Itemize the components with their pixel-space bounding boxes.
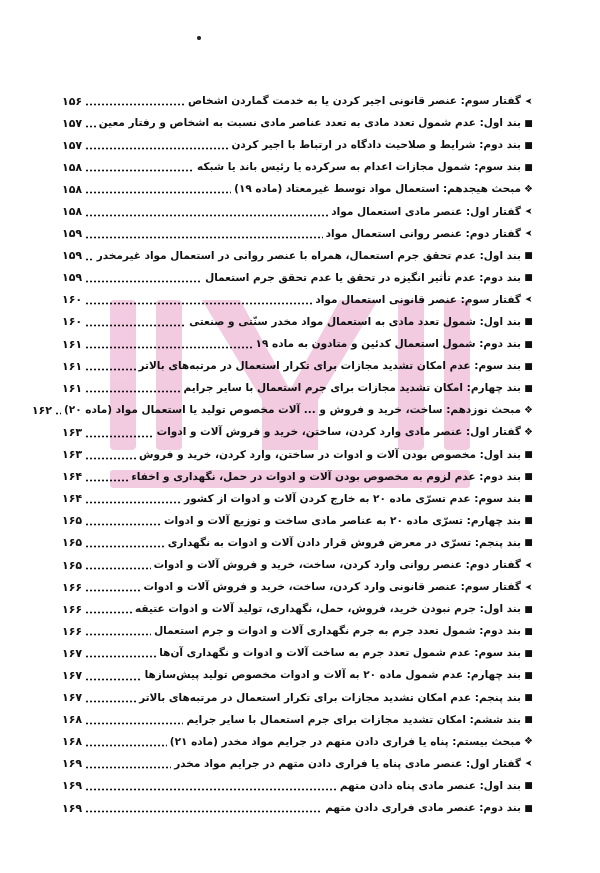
toc-entry-title: مبحث نوزدهم: ساخت، خرید و فروش و ... آلات مخصوص تولید یا استعمال مواد (ماده ۲۰) [63,404,521,417]
toc-entry [62,731,534,753]
toc-entry [62,642,534,664]
toc-entry [62,289,534,311]
dot-leader [85,788,337,791]
toc-entry [62,598,534,620]
toc-entry-title: بند ششم: امکان تشدید مجازات برای جرم استعمال با سایر جرایم [186,713,521,726]
toc-entry-page: ۱۶۱ [62,359,83,373]
square-bullet-icon [523,670,534,681]
toc-entry-title: بند اول: عنصر مادی پناه دادن متهم [339,779,521,792]
toc-entry [62,178,534,200]
square-bullet-icon [523,648,534,659]
dot-leader [85,191,231,194]
toc-entry [62,377,534,399]
square-bullet-icon [523,162,534,173]
toc-entry [62,245,534,267]
square-bullet-icon [523,537,534,548]
toc-entry-page: ۱۶۱ [62,337,83,351]
toc-entry-page: ۱۶۹ [62,801,83,815]
toc-entry [62,421,534,443]
toc-entry [62,664,534,686]
toc-entry-title: بند سوم: شمول مجازات اعدام به سرکرده یا رئیس باند یا شبکه [197,161,521,174]
toc-entry [62,134,534,156]
toc-entry-page: ۱۵۹ [62,271,83,285]
toc-entry-page: ۱۶۹ [62,779,83,793]
dot-leader [85,722,183,725]
toc-entry-page: ۱۵۸ [62,160,83,174]
toc-entry-title: گفتار دوم: عنصر روانی وارد کردن، ساخت، خرید و فروش آلات و ادوات [153,559,521,572]
dot-leader [85,368,135,371]
toc-entry-page: ۱۵۶ [62,94,83,108]
toc-entry-page: ۱۶۲ [31,403,52,417]
toc-entry-page: ۱۶۵ [62,536,83,550]
toc-entry [62,333,534,355]
dot-leader [85,633,151,636]
toc-entry-page: ۱۶۰ [62,315,83,329]
dot-leader [85,214,328,217]
square-bullet-icon [523,250,534,261]
toc-entry-page: ۱۶۷ [62,668,83,682]
dot-leader [85,103,185,106]
toc-entry-page: ۱۶۵ [62,558,83,572]
toc-entry [62,90,534,112]
toc-entry-page: ۱۶۹ [62,757,83,771]
toc-entry-title: بند چهارم: عدم شمول ماده ۲۰ به آلات و ادوات مخصوص تولید پیش‌سازها [144,669,521,682]
dot-leader [85,678,141,681]
toc-entry-page: ۱۵۸ [62,182,83,196]
square-bullet-icon [523,692,534,703]
toc-entry [62,223,534,245]
toc-entry-title: بند اول: عدم شمول تعدد مادی به تعدد عناصر مادی نسبت به اشخاص و رفتار معین [98,117,521,130]
dot-leader [55,412,61,415]
toc-entry-title: مبحث بیستم: پناه یا فراری دادن متهم در جرایم مواد مخدر (ماده ۲۱) [169,735,521,748]
square-bullet-icon [523,449,534,460]
toc-entry-title: بند پنجم: تسرّی در معرض فروش قرار دادن آلات و ادوات به نگهداری [167,536,521,549]
square-bullet-icon [523,626,534,637]
toc-entry-title: بند پنجم: عدم امکان تشدید مجازات برای تکرار استعمال در مرتبه‌های بالاتر [139,691,521,704]
toc-entry-title: مبحث هیجدهم: استعمال مواد توسط غیرمعتاد (ماده ۱۹) [234,183,521,196]
toc-entry-page: ۱۶۷ [62,691,83,705]
page-dot [197,36,201,40]
square-bullet-icon [523,361,534,372]
toc-entry-title: بند دوم: شمول تعدد جرم به جرم نگهداری آلات و ادوات و جرم استعمال [154,625,521,638]
toc-entry [62,775,534,797]
toc-entry-page: ۱۶۶ [62,624,83,638]
dot-leader [85,324,186,327]
toc-entry-page: ۱۶۵ [62,514,83,528]
toc-entry-title: بند اول: شمول تعدد مادی به استعمال مواد مخدر سنّتی و صنعتی [189,315,521,328]
square-bullet-icon [523,714,534,725]
square-bullet-icon [523,118,534,129]
square-bullet-icon [523,493,534,504]
toc-entry-page: ۱۶۴ [62,492,83,506]
toc-entry [62,709,534,731]
dot-leader [85,523,161,526]
toc-entry-page: ۱۵۷ [62,138,83,152]
dot-leader [85,346,252,349]
square-bullet-icon [523,272,534,283]
dot-leader [85,390,180,393]
dot-leader [85,501,181,504]
toc-entry-title: بند اول: مخصوص بودن آلات و ادوات در ساختن، وارد کردن، خرید و فروش [139,448,521,461]
toc-entry-page: ۱۵۷ [62,116,83,130]
arrow-bullet-icon [523,228,534,239]
toc-entry [62,112,534,134]
arrow-bullet-icon [523,758,534,769]
toc-entry [62,267,534,289]
dot-leader [85,258,94,261]
dot-leader [85,655,156,658]
toc-entry [62,466,534,488]
toc-entry-page: ۱۵۹ [62,227,83,241]
diamond-bullet-icon [523,736,534,747]
toc-entry [62,753,534,775]
toc-entry-title: بند دوم: عدم تأثیر انگیزه در تحقق یا عدم تحقق جرم استعمال [205,271,521,284]
arrow-bullet-icon [523,582,534,593]
toc-entry [62,311,534,333]
dot-leader [85,169,194,172]
toc-entry [62,200,534,222]
toc-entry-page: ۱۶۰ [62,293,83,307]
toc-entry [62,687,534,709]
dot-leader [85,236,322,239]
dot-leader [85,744,167,747]
square-bullet-icon [523,316,534,327]
toc-entry [62,554,534,576]
toc-entry-page: ۱۶۴ [62,470,83,484]
dot-leader [85,280,202,283]
toc-entry-title: گفتار اول: عنصر مادی پناه یا فراری دادن متهم در جرایم مواد مخدر [174,757,521,770]
toc-entry-page: ۱۶۷ [62,646,83,660]
toc-entry-page: ۱۵۹ [62,249,83,263]
dot-leader [85,700,136,703]
toc-entry-page: ۱۶۸ [62,713,83,727]
toc-entry [62,620,534,642]
toc-entry-title: بند سوم: عدم شمول تعدد جرم به ساخت آلات و ادوات و نگهداری آن‌ها [159,647,521,660]
toc-entry-title: گفتار اول: عنصر مادی استعمال مواد [331,205,521,218]
toc-entry-title: بند دوم: عدم لزوم به مخصوص بودن آلات و ادوات در حمل، نگهداری و اخفاء [131,470,521,483]
diamond-bullet-icon [523,405,534,416]
toc-entry-title: بند دوم: شمول استعمال کدئین و متادون به ماده ۱۹ [255,338,521,351]
toc-entry-page: ۱۶۶ [62,602,83,616]
toc-entry-page: ۱۶۸ [62,735,83,749]
toc-entry [62,444,534,466]
square-bullet-icon [523,339,534,350]
dot-leader [85,589,140,592]
dot-leader [85,766,171,769]
toc-entry-title: گفتار دوم: عنصر روانی استعمال مواد [325,227,521,240]
dot-leader [85,125,96,128]
dot-leader [85,435,154,438]
dot-leader [85,457,136,460]
toc-entry-title: بند اول: عدم تحقق جرم استعمال، همراه با عنصر روانی در استعمال مواد غیرمخدر [96,249,521,262]
dot-leader [85,302,312,305]
square-bullet-icon [523,140,534,151]
toc-entry-page: ۱۶۱ [62,381,83,395]
toc-entry [62,488,534,510]
toc-entry-title: گفتار سوم: عنصر قانونی وارد کردن، ساخت، خرید و فروش آلات و ادوات [143,581,521,594]
dot-leader [85,567,150,570]
dot-leader [85,810,322,813]
toc-entry-title: بند سوم: عدم امکان تشدید مجازات برای تکرار استعمال در مرتبه‌های بالاتر [138,360,521,373]
toc-entry [62,532,534,554]
dot-leader [85,611,132,614]
toc-entry-title: گفتار سوم: عنصر قانونی استعمال مواد [315,293,521,306]
arrow-bullet-icon [523,96,534,107]
toc-entry-title: گفتار سوم: عنصر قانونی اجیر کردن یا به خدمت گماردن اشخاص [187,95,521,108]
arrow-bullet-icon [523,294,534,305]
toc-entry [62,156,534,178]
diamond-bullet-icon [523,184,534,195]
table-of-contents [31,90,534,819]
dot-leader [85,545,165,548]
toc-entry-page: ۱۵۸ [62,205,83,219]
toc-entry [62,797,534,819]
square-bullet-icon [523,515,534,526]
toc-entry [31,399,534,421]
toc-entry-title: بند دوم: عنصر مادی فراری دادن متهم [325,802,521,815]
toc-entry-title: بند سوم: عدم تسرّی ماده ۲۰ به خارج کردن آلات و ادوات از کشور [184,492,521,505]
toc-entry-page: ۱۶۳ [62,425,83,439]
arrow-bullet-icon [523,560,534,571]
square-bullet-icon [523,471,534,482]
square-bullet-icon [523,803,534,814]
diamond-bullet-icon [523,427,534,438]
toc-entry [62,510,534,532]
dot-leader [85,479,128,482]
toc-entry-title: بند چهارم: امکان تشدید مجازات برای جرم استعمال با سایر جرایم [183,382,521,395]
toc-entry-title: بند اول: جرم نبودن خرید، فروش، حمل، نگهداری، تولید آلات و ادوات عتیقه [135,603,521,616]
square-bullet-icon [523,383,534,394]
square-bullet-icon [523,604,534,615]
toc-entry-page: ۱۶۶ [62,580,83,594]
toc-entry [62,355,534,377]
square-bullet-icon [523,780,534,791]
toc-entry-title: گفتار اول: عنصر مادی وارد کردن، ساختن، خرید و فروش آلات و ادوات [156,426,521,439]
arrow-bullet-icon [523,206,534,217]
toc-entry-page: ۱۶۳ [62,448,83,462]
dot-leader [85,147,228,150]
toc-entry-title: بند دوم: شرایط و صلاحیت دادگاه در ارتباط با اجیر کردن [231,139,521,152]
toc-entry-title: بند چهارم: تسرّی ماده ۲۰ به عناصر مادی ساخت و توزیع آلات و ادوات [163,514,521,527]
toc-entry [62,576,534,598]
